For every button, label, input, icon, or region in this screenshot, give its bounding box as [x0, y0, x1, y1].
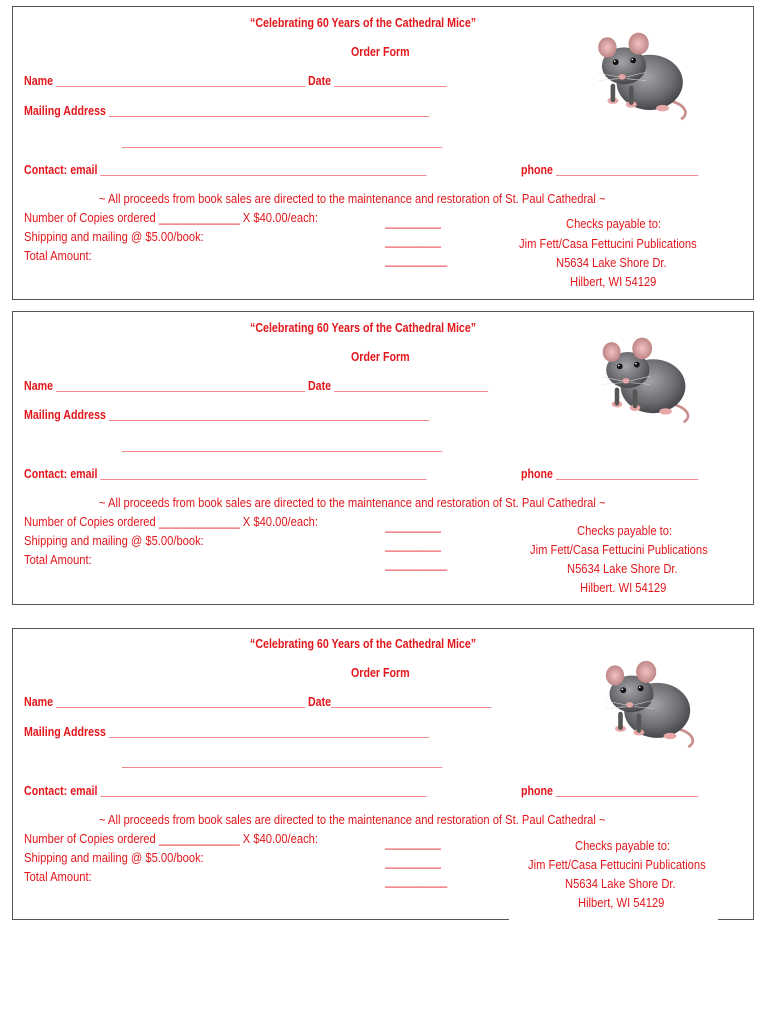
checks-label: Checks payable to:: [575, 838, 671, 853]
mailing-address-line-2[interactable]: ______________________________________________________: [122, 754, 443, 769]
form-title: “Celebrating 60 Years of the Cathedral Mice”: [250, 636, 477, 651]
shipping-blank[interactable]: _________: [385, 537, 441, 552]
name-date-line[interactable]: Name __________________________________________ Date___________________________: [24, 694, 492, 709]
contact-email-line[interactable]: Contact: email _______________________________________________________: [24, 162, 427, 177]
order-form-1: [12, 6, 754, 300]
mailing-address-line-2[interactable]: ______________________________________________________: [122, 438, 443, 453]
form-title: “Celebrating 60 Years of the Cathedral Mice”: [250, 15, 477, 30]
shipping-blank[interactable]: _________: [385, 233, 441, 248]
mailing-address-line[interactable]: Mailing Address ______________________________________________________: [24, 103, 430, 118]
mouse-photo-icon: [588, 334, 700, 424]
form-3-bottom-border: [12, 919, 509, 920]
contact-email-line[interactable]: Contact: email _______________________________________________________: [24, 466, 427, 481]
total-line: Total Amount:: [24, 552, 92, 567]
shipping-blank[interactable]: _________: [385, 854, 441, 869]
form-subtitle: Order Form: [351, 44, 410, 59]
street-address: N5634 Lake Shore Dr.: [567, 561, 678, 576]
form-subtitle: Order Form: [351, 349, 410, 364]
total-line: Total Amount:: [24, 248, 92, 263]
proceeds-note: ~ All proceeds from book sales are directed to the maintenance and restoration of St. Paul Cathedral ~: [99, 191, 606, 206]
total-blank[interactable]: __________: [385, 252, 448, 267]
name-date-line[interactable]: Name __________________________________________ Date __________________________: [24, 378, 489, 393]
city-state-zip: Hilbert. WI 54129: [580, 580, 667, 595]
phone-line[interactable]: phone ________________________: [521, 466, 699, 481]
phone-line[interactable]: phone ________________________: [521, 783, 699, 798]
checks-label: Checks payable to:: [577, 523, 673, 538]
mailing-address-line[interactable]: Mailing Address ______________________________________________________: [24, 724, 430, 739]
copies-blank[interactable]: _________: [385, 518, 441, 533]
mailing-address-line-2[interactable]: ______________________________________________________: [122, 134, 443, 149]
shipping-line: Shipping and mailing @ $5.00/book:: [24, 229, 204, 244]
form-3-bottom-border-right: [718, 919, 754, 920]
checks-label: Checks payable to:: [566, 216, 662, 231]
shipping-line: Shipping and mailing @ $5.00/book:: [24, 533, 204, 548]
copies-line[interactable]: Number of Copies ordered _____________ X $40.00/each:: [24, 514, 318, 529]
street-address: N5634 Lake Shore Dr.: [556, 255, 667, 270]
name-date-line[interactable]: Name __________________________________________ Date ___________________: [24, 73, 447, 88]
copies-blank[interactable]: _________: [385, 835, 441, 850]
total-line: Total Amount:: [24, 869, 92, 884]
copies-line[interactable]: Number of Copies ordered _____________ X $40.00/each:: [24, 831, 318, 846]
order-form-3: [12, 628, 754, 920]
form-title: “Celebrating 60 Years of the Cathedral Mice”: [250, 320, 477, 335]
copies-blank[interactable]: _________: [385, 214, 441, 229]
street-address: N5634 Lake Shore Dr.: [565, 876, 676, 891]
copies-line[interactable]: Number of Copies ordered _____________ X $40.00/each:: [24, 210, 318, 225]
contact-email-line[interactable]: Contact: email _______________________________________________________: [24, 783, 427, 798]
payee: Jim Fett/Casa Fettucini Publications: [530, 542, 708, 557]
total-blank[interactable]: __________: [385, 556, 448, 571]
proceeds-note: ~ All proceeds from book sales are directed to the maintenance and restoration of St. Paul Cathedral ~: [99, 812, 606, 827]
order-form-2: [12, 311, 754, 605]
shipping-line: Shipping and mailing @ $5.00/book:: [24, 850, 204, 865]
phone-line[interactable]: phone ________________________: [521, 162, 699, 177]
city-state-zip: Hilbert, WI 54129: [578, 895, 665, 910]
form-subtitle: Order Form: [351, 665, 410, 680]
mouse-photo-icon: [593, 657, 703, 749]
proceeds-note: ~ All proceeds from book sales are directed to the maintenance and restoration of St. Paul Cathedral ~: [99, 495, 606, 510]
total-blank[interactable]: __________: [385, 873, 448, 888]
payee: Jim Fett/Casa Fettucini Publications: [528, 857, 706, 872]
payee: Jim Fett/Casa Fettucini Publications: [519, 236, 697, 251]
mouse-photo-icon: [583, 29, 698, 121]
city-state-zip: Hilbert, WI 54129: [570, 274, 657, 289]
mailing-address-line[interactable]: Mailing Address ______________________________________________________: [24, 407, 430, 422]
